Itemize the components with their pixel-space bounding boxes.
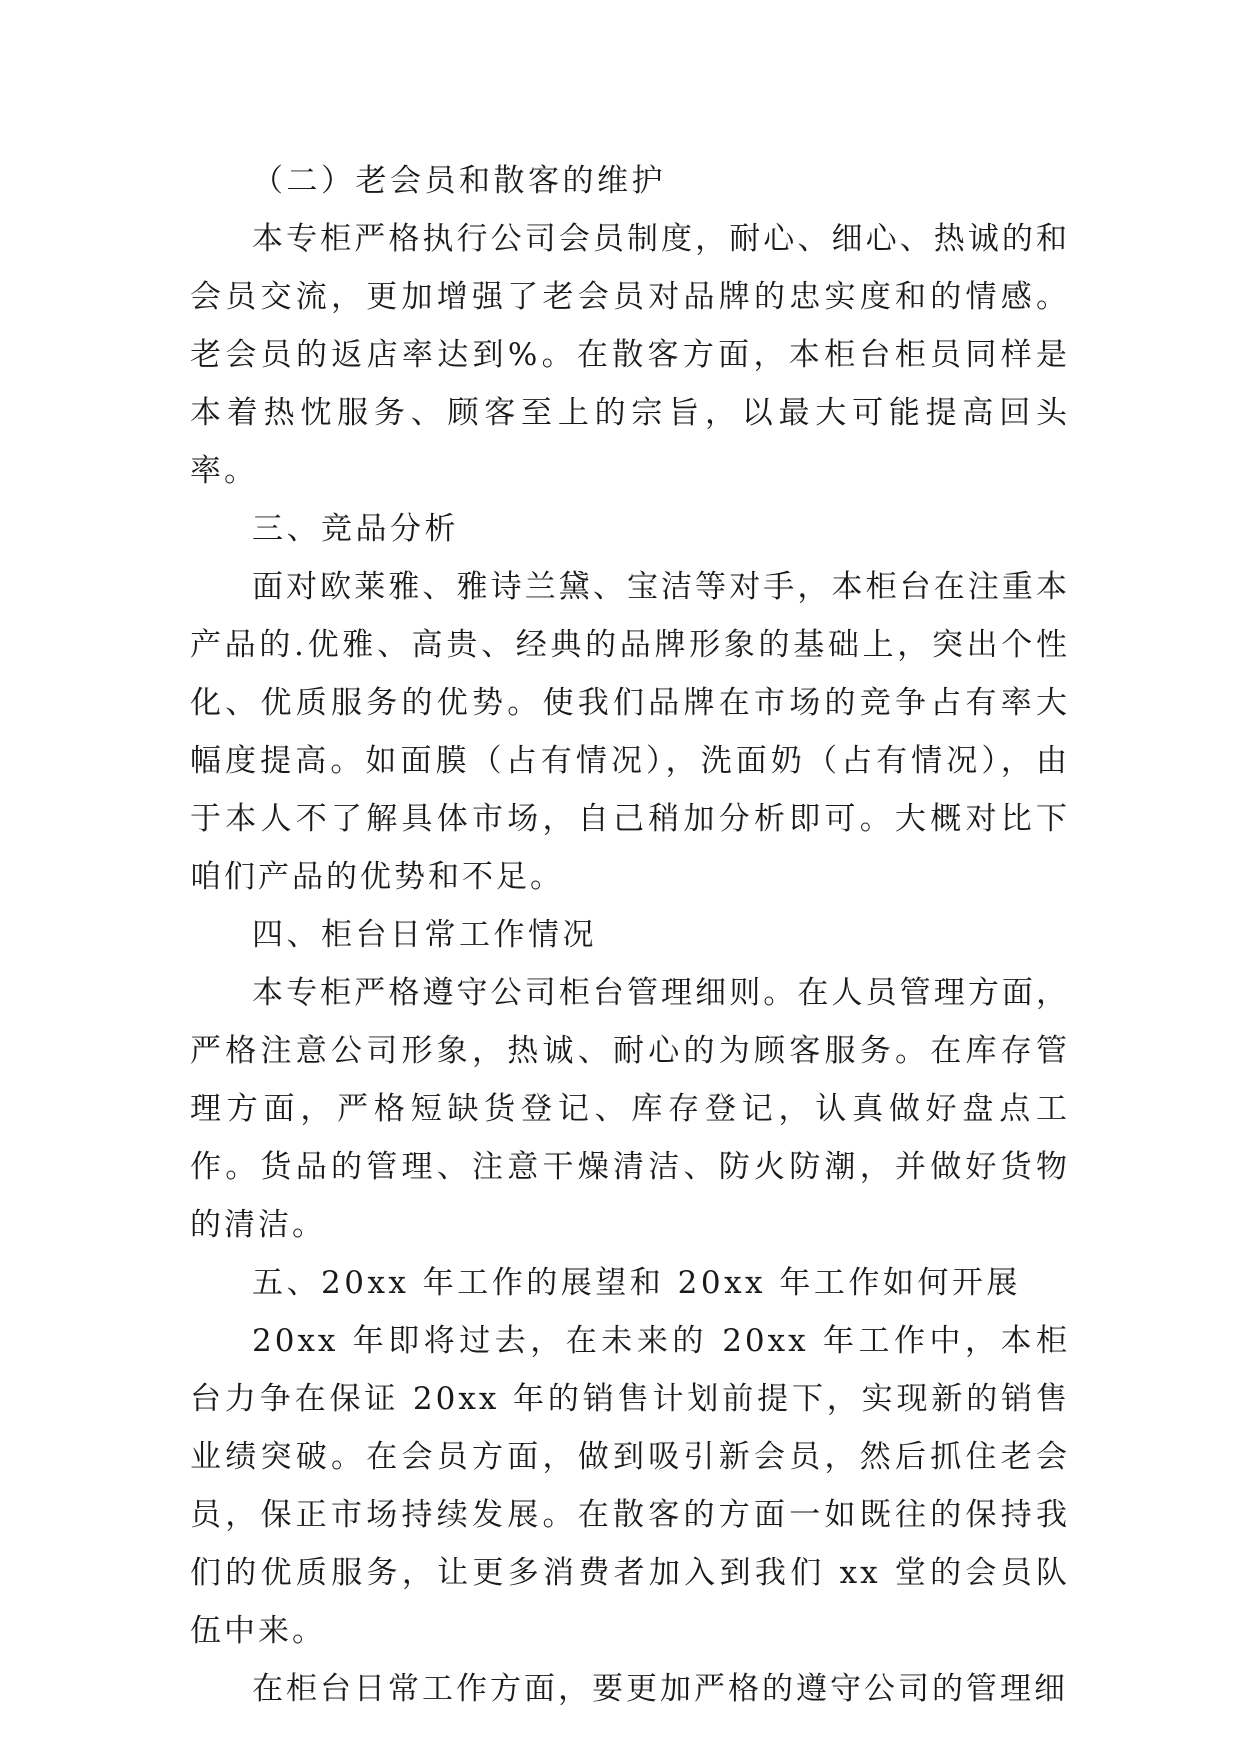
document-body xyxy=(190,152,1070,1718)
paragraph-daily-work-plan: 在柜台日常工作方面，要更加严格的遵守公司的管理细 xyxy=(252,1671,1068,1707)
section-heading-competitor-analysis: 三、竞品分析 xyxy=(252,511,459,547)
paragraph-competitor-analysis: 面对欧莱雅、雅诗兰黛、宝洁等对手，本柜台在注重本产品的.优雅、高贵、经典的品牌形象的基础上，突出个性化、优质服务的优势。使我们品牌在市场的竞争占有率大幅度提高。如面膜（占有情况），洗面奶（占有情况），由于本人不了解具体市场，自己稍加分析即可。大概对比下咱们产品的优势和不足。 xyxy=(190,569,1070,895)
section-heading-old-members: （二）老会员和散客的维护 xyxy=(252,163,666,199)
section-heading-daily-work: 四、柜台日常工作情况 xyxy=(252,917,597,953)
paragraph-outlook: 20xx 年即将过去，在未来的 20xx 年工作中，本柜台力争在保证 20xx 年的销售计划前提下，实现新的销售业绩突破。在会员方面，做到吸引新会员，然后抓住老会员，保正市场持续发展。在散客的方面一如既往的保持我们的优质服务，让更多消费者加入到我们 xx 堂的会员队伍中来。 xyxy=(190,1323,1070,1649)
paragraph-daily-work: 本专柜严格遵守公司柜台管理细则。在人员管理方面，严格注意公司形象，热诚、耐心的为顾客服务。在库存管理方面，严格短缺货登记、库存登记，认真做好盘点工作。货品的管理、注意干燥清洁、防火防潮，并做好货物的清洁。 xyxy=(190,975,1070,1243)
section-heading-outlook: 五、20xx 年工作的展望和 20xx 年工作如何开展 xyxy=(252,1265,1021,1301)
paragraph-member-maintenance: 本专柜严格执行公司会员制度，耐心、细心、热诚的和会员交流，更加增强了老会员对品牌的忠实度和的情感。老会员的返店率达到%。在散客方面，本柜台柜员同样是本着热忱服务、顾客至上的宗旨，以最大可能提高回头率。 xyxy=(190,221,1070,489)
